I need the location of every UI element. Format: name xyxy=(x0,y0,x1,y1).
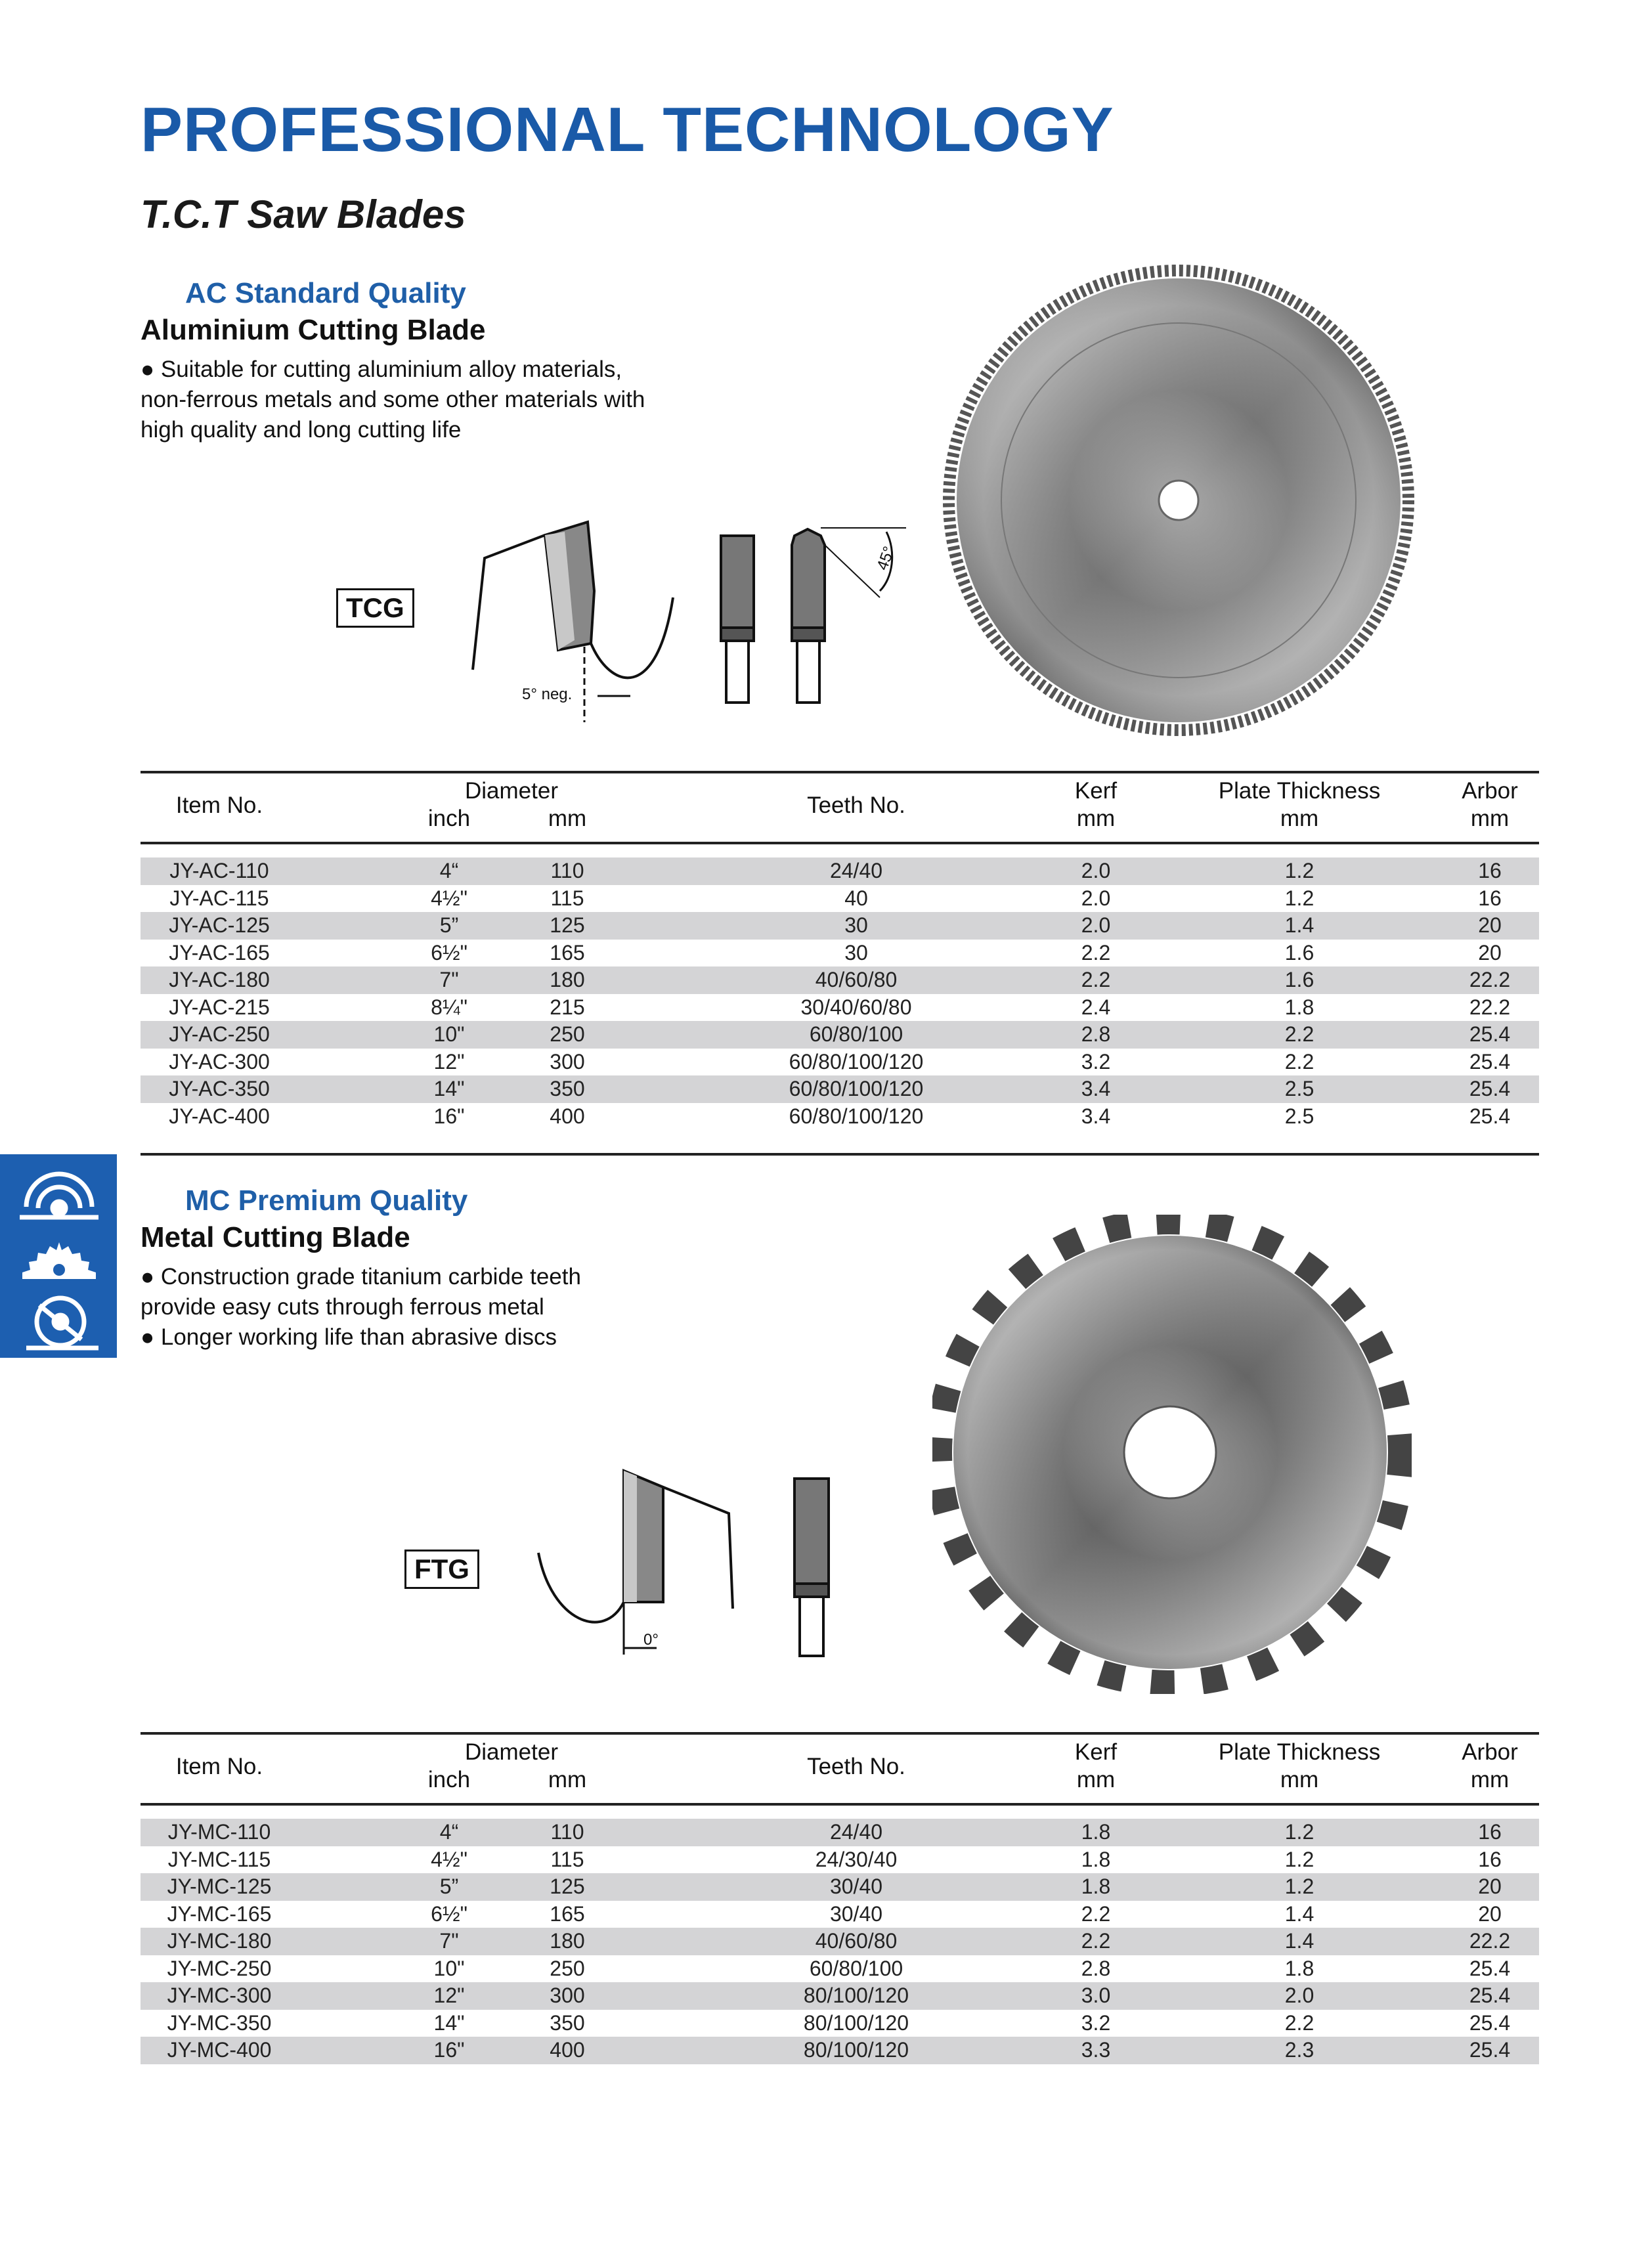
kerf-cell: 1.8 xyxy=(1081,1847,1111,1871)
plate-cell: 2.0 xyxy=(1284,1984,1315,2007)
header-arbor-unit: mm xyxy=(1470,806,1510,831)
header-teeth: Teeth No. xyxy=(807,1754,905,1779)
mm-cell: 115 xyxy=(550,1847,584,1871)
category-sidebar xyxy=(0,1154,117,1358)
inch-cell: 5” xyxy=(439,1875,459,1898)
header-kerf-unit: mm xyxy=(1076,1767,1116,1792)
teeth-cell: 24/40 xyxy=(829,859,883,882)
plate-cell: 1.2 xyxy=(1284,1875,1315,1898)
kerf-cell: 3.2 xyxy=(1081,1049,1111,1074)
header-item-no: Item No. xyxy=(175,1754,263,1779)
arbor-cell: 20 xyxy=(1478,913,1502,937)
item-no-cell: JY-MC-400 xyxy=(167,2038,272,2062)
plate-cell: 2.5 xyxy=(1284,1077,1315,1100)
table-row xyxy=(141,966,1539,994)
table-row xyxy=(141,2010,1539,2037)
arbor-cell: 25.4 xyxy=(1469,1077,1511,1100)
header-item-no: Item No. xyxy=(175,792,263,818)
arbor-cell: 16 xyxy=(1478,886,1502,910)
inch-cell: 4½" xyxy=(431,886,467,910)
arbor-cell: 16 xyxy=(1478,1820,1502,1844)
mm-cell: 125 xyxy=(550,913,585,937)
kerf-cell: 2.2 xyxy=(1081,940,1111,965)
teeth-cell: 30/40 xyxy=(829,1901,883,1926)
table-row xyxy=(141,1955,1539,1983)
ftg-tooth-diagram xyxy=(532,1458,860,1668)
mm-cell: 165 xyxy=(550,940,585,965)
arbor-cell: 22.2 xyxy=(1469,995,1511,1019)
plate-cell: 1.8 xyxy=(1284,1956,1315,1980)
ac-description xyxy=(141,355,645,445)
table-row xyxy=(141,857,1539,885)
mc-quality-heading: MC Premium Quality xyxy=(185,1184,468,1217)
item-no-cell: JY-AC-125 xyxy=(169,913,270,937)
teeth-cell: 60/80/100/120 xyxy=(789,1077,924,1100)
teeth-cell: 80/100/120 xyxy=(803,2038,909,2062)
arbor-cell: 16 xyxy=(1478,859,1502,882)
table-row xyxy=(141,1873,1539,1901)
ftg-tooth-label: FTG xyxy=(404,1550,479,1589)
inch-cell: 4“ xyxy=(439,1820,459,1844)
teeth-cell: 60/80/100/120 xyxy=(789,1104,924,1128)
teeth-cell: 30/40 xyxy=(829,1875,883,1898)
mm-cell: 125 xyxy=(550,1875,585,1898)
arbor-cell: 25.4 xyxy=(1469,1984,1511,2007)
item-no-cell: JY-AC-165 xyxy=(169,940,270,965)
item-no-cell: JY-AC-180 xyxy=(169,968,270,991)
inch-cell: 7" xyxy=(439,968,459,991)
category-icons xyxy=(0,1154,117,1358)
mm-cell: 110 xyxy=(550,859,584,882)
mm-cell: 400 xyxy=(550,1104,585,1128)
mc-desc-line: ● Longer working life than abrasive discs xyxy=(141,1324,557,1350)
mm-cell: 215 xyxy=(550,995,585,1019)
plate-cell: 1.4 xyxy=(1284,913,1315,937)
mm-cell: 350 xyxy=(550,2010,585,2035)
kerf-cell: 2.2 xyxy=(1081,968,1111,991)
item-no-cell: JY-AC-300 xyxy=(169,1049,270,1074)
ac-table-bottom-rule xyxy=(141,1153,1539,1156)
kerf-cell: 2.0 xyxy=(1081,859,1111,882)
inch-cell: 16" xyxy=(433,2038,465,2062)
kerf-cell: 2.8 xyxy=(1081,1022,1111,1046)
mc-description xyxy=(141,1262,581,1353)
header-diameter: Diameter xyxy=(465,1739,558,1765)
plate-cell: 1.6 xyxy=(1284,940,1315,965)
teeth-cell: 30/40/60/80 xyxy=(800,995,912,1019)
arbor-cell: 22.2 xyxy=(1469,1929,1511,1953)
item-no-cell: JY-MC-115 xyxy=(167,1847,271,1871)
tcg-tooth-label: TCG xyxy=(336,588,414,628)
inch-cell: 16" xyxy=(433,1104,465,1128)
plate-cell: 2.5 xyxy=(1284,1104,1315,1128)
teeth-cell: 60/80/100/120 xyxy=(789,1049,924,1074)
table-header xyxy=(141,771,1539,844)
teeth-cell: 40/60/80 xyxy=(815,968,898,991)
kerf-cell: 2.8 xyxy=(1081,1956,1111,1980)
teeth-cell: 24/30/40 xyxy=(815,1847,898,1871)
teeth-cell: 80/100/120 xyxy=(803,2010,909,2035)
ac-saw-blade-image xyxy=(926,263,1431,768)
mc-desc-line: ● Construction grade titanium carbide teeth xyxy=(141,1264,581,1290)
page-title: PROFESSIONAL TECHNOLOGY xyxy=(141,95,1114,165)
header-kerf-unit: mm xyxy=(1076,806,1116,831)
item-no-cell: JY-MC-180 xyxy=(167,1929,272,1953)
inch-cell: 12" xyxy=(433,1984,465,2007)
inch-cell: 14" xyxy=(433,1077,465,1100)
header-plate-unit: mm xyxy=(1280,806,1319,831)
arbor-cell: 20 xyxy=(1478,1901,1502,1926)
ac-desc-line: non-ferrous metals and some other materials with xyxy=(141,387,645,412)
teeth-cell: 80/100/120 xyxy=(803,1984,909,2007)
mm-cell: 180 xyxy=(550,968,585,991)
inch-cell: 4½" xyxy=(431,1847,467,1871)
kerf-cell: 1.8 xyxy=(1081,1820,1111,1844)
kerf-cell: 3.2 xyxy=(1081,2010,1111,2035)
ftg-zero-angle: 0° xyxy=(643,1631,659,1649)
plate-cell: 1.2 xyxy=(1284,859,1315,882)
table-row xyxy=(141,912,1539,940)
header-arbor: Arbor xyxy=(1462,778,1518,804)
inch-cell: 7" xyxy=(439,1929,459,1953)
arbor-cell: 20 xyxy=(1478,940,1502,965)
inch-cell: 5” xyxy=(439,913,459,937)
item-no-cell: JY-AC-250 xyxy=(169,1022,270,1046)
teeth-cell: 40 xyxy=(844,886,868,910)
ac-quality-heading: AC Standard Quality xyxy=(185,277,466,309)
item-no-cell: JY-AC-215 xyxy=(169,995,270,1019)
ac-desc-line: ● Suitable for cutting aluminium alloy materials, xyxy=(141,357,622,382)
header-kerf: Kerf xyxy=(1074,1739,1118,1765)
header-inch: inch xyxy=(427,1767,471,1792)
arbor-cell: 25.4 xyxy=(1469,1022,1511,1046)
table-row xyxy=(141,1901,1539,1928)
item-no-cell: JY-AC-350 xyxy=(169,1077,270,1100)
mm-cell: 350 xyxy=(550,1077,585,1100)
kerf-cell: 3.4 xyxy=(1081,1077,1111,1100)
ac-blade-name: Aluminium Cutting Blade xyxy=(141,314,486,346)
teeth-cell: 30 xyxy=(844,913,868,937)
table-body xyxy=(141,1806,1539,2064)
arbor-cell: 16 xyxy=(1478,1847,1502,1871)
kerf-cell: 3.0 xyxy=(1081,1984,1111,2007)
page-subtitle: T.C.T Saw Blades xyxy=(141,192,466,236)
item-no-cell: JY-AC-115 xyxy=(169,886,269,910)
mm-cell: 180 xyxy=(550,1929,585,1953)
teeth-cell: 30 xyxy=(844,940,868,965)
table-row xyxy=(141,940,1539,967)
mm-cell: 165 xyxy=(550,1901,585,1926)
table-row xyxy=(141,994,1539,1022)
mm-cell: 300 xyxy=(550,1984,585,2007)
plate-cell: 1.2 xyxy=(1284,1820,1315,1844)
arbor-cell: 22.2 xyxy=(1469,968,1511,991)
plate-cell: 2.2 xyxy=(1284,2010,1315,2035)
teeth-cell: 60/80/100 xyxy=(809,1022,903,1046)
inch-cell: 6½" xyxy=(431,940,467,965)
mc-desc-line: provide easy cuts through ferrous metal xyxy=(141,1294,544,1320)
mc-saw-blade-image xyxy=(932,1215,1412,1694)
table-row xyxy=(141,1103,1539,1131)
header-plate: Plate Thickness xyxy=(1218,778,1381,804)
header-diameter: Diameter xyxy=(465,778,558,804)
plate-cell: 2.2 xyxy=(1284,1049,1315,1074)
plate-cell: 1.4 xyxy=(1284,1929,1315,1953)
table-row xyxy=(141,1075,1539,1103)
plate-cell: 1.4 xyxy=(1284,1901,1315,1926)
header-kerf: Kerf xyxy=(1074,778,1118,804)
item-no-cell: JY-MC-250 xyxy=(167,1956,272,1980)
table-row xyxy=(141,1982,1539,2010)
mc-spec-table xyxy=(141,1732,1539,2064)
header-mm: mm xyxy=(548,1767,587,1792)
kerf-cell: 2.0 xyxy=(1081,913,1111,937)
teeth-cell: 60/80/100 xyxy=(809,1956,903,1980)
arbor-cell: 25.4 xyxy=(1469,1049,1511,1074)
tcg-neg-angle: 5° neg. xyxy=(522,685,573,703)
kerf-cell: 2.2 xyxy=(1081,1901,1111,1926)
kerf-cell: 2.0 xyxy=(1081,886,1111,910)
teeth-cell: 40/60/80 xyxy=(815,1929,898,1953)
header-inch: inch xyxy=(427,806,471,831)
arbor-cell: 20 xyxy=(1478,1875,1502,1898)
table-header xyxy=(141,1732,1539,1806)
table-row xyxy=(141,885,1539,913)
table-row xyxy=(141,1049,1539,1076)
item-no-cell: JY-AC-110 xyxy=(169,859,269,882)
mm-cell: 250 xyxy=(550,1956,585,1980)
header-plate-unit: mm xyxy=(1280,1767,1319,1792)
inch-cell: 6½" xyxy=(431,1901,467,1926)
header-arbor-unit: mm xyxy=(1470,1767,1510,1792)
arbor-cell: 25.4 xyxy=(1469,2010,1511,2035)
inch-cell: 4“ xyxy=(439,859,459,882)
inch-cell: 8¼" xyxy=(431,995,467,1019)
kerf-cell: 2.4 xyxy=(1081,995,1111,1019)
item-no-cell: JY-MC-350 xyxy=(167,2010,272,2035)
ac-desc-line: high quality and long cutting life xyxy=(141,417,462,443)
inch-cell: 10" xyxy=(433,1956,465,1980)
kerf-cell: 3.4 xyxy=(1081,1104,1111,1128)
mc-blade-name: Metal Cutting Blade xyxy=(141,1221,410,1253)
arbor-cell: 25.4 xyxy=(1469,1104,1511,1128)
header-arbor: Arbor xyxy=(1462,1739,1518,1765)
plate-cell: 1.2 xyxy=(1284,1847,1315,1871)
plate-cell: 1.8 xyxy=(1284,995,1315,1019)
mm-cell: 300 xyxy=(550,1049,585,1074)
teeth-cell: 24/40 xyxy=(829,1820,883,1844)
item-no-cell: JY-MC-125 xyxy=(167,1875,272,1898)
plate-cell: 2.2 xyxy=(1284,1022,1315,1046)
saw-blade-icon xyxy=(22,1242,96,1279)
item-no-cell: JY-MC-110 xyxy=(167,1820,271,1844)
mm-cell: 250 xyxy=(550,1022,585,1046)
plate-cell: 1.2 xyxy=(1284,886,1315,910)
tcg-tooth-diagram xyxy=(460,506,932,729)
table-row xyxy=(141,1819,1539,1846)
table-row xyxy=(141,1846,1539,1874)
table-body xyxy=(141,844,1539,1130)
inch-cell: 12" xyxy=(433,1049,465,1074)
plate-cell: 1.6 xyxy=(1284,968,1315,991)
tcg-bevel-angle: 45° xyxy=(873,544,899,573)
header-teeth: Teeth No. xyxy=(807,792,905,818)
header-mm: mm xyxy=(548,806,587,831)
table-row xyxy=(141,1021,1539,1049)
ac-spec-table xyxy=(141,771,1539,1130)
kerf-cell: 2.2 xyxy=(1081,1929,1111,1953)
item-no-cell: JY-MC-165 xyxy=(167,1901,272,1926)
cutting-wheel-icon xyxy=(26,1298,98,1348)
inch-cell: 14" xyxy=(433,2010,465,2035)
kerf-cell: 3.3 xyxy=(1081,2038,1111,2062)
item-no-cell: JY-MC-300 xyxy=(167,1984,272,2007)
arbor-cell: 25.4 xyxy=(1469,2038,1511,2062)
mm-cell: 400 xyxy=(550,2038,585,2062)
kerf-cell: 1.8 xyxy=(1081,1875,1111,1898)
circular-saw-icon xyxy=(20,1174,98,1217)
mm-cell: 115 xyxy=(550,886,584,910)
arbor-cell: 25.4 xyxy=(1469,1956,1511,1980)
item-no-cell: JY-AC-400 xyxy=(169,1104,270,1128)
table-row xyxy=(141,2037,1539,2064)
table-row xyxy=(141,1928,1539,1955)
header-plate: Plate Thickness xyxy=(1218,1739,1381,1765)
mm-cell: 110 xyxy=(550,1820,584,1844)
inch-cell: 10" xyxy=(433,1022,465,1046)
plate-cell: 2.3 xyxy=(1284,2038,1315,2062)
